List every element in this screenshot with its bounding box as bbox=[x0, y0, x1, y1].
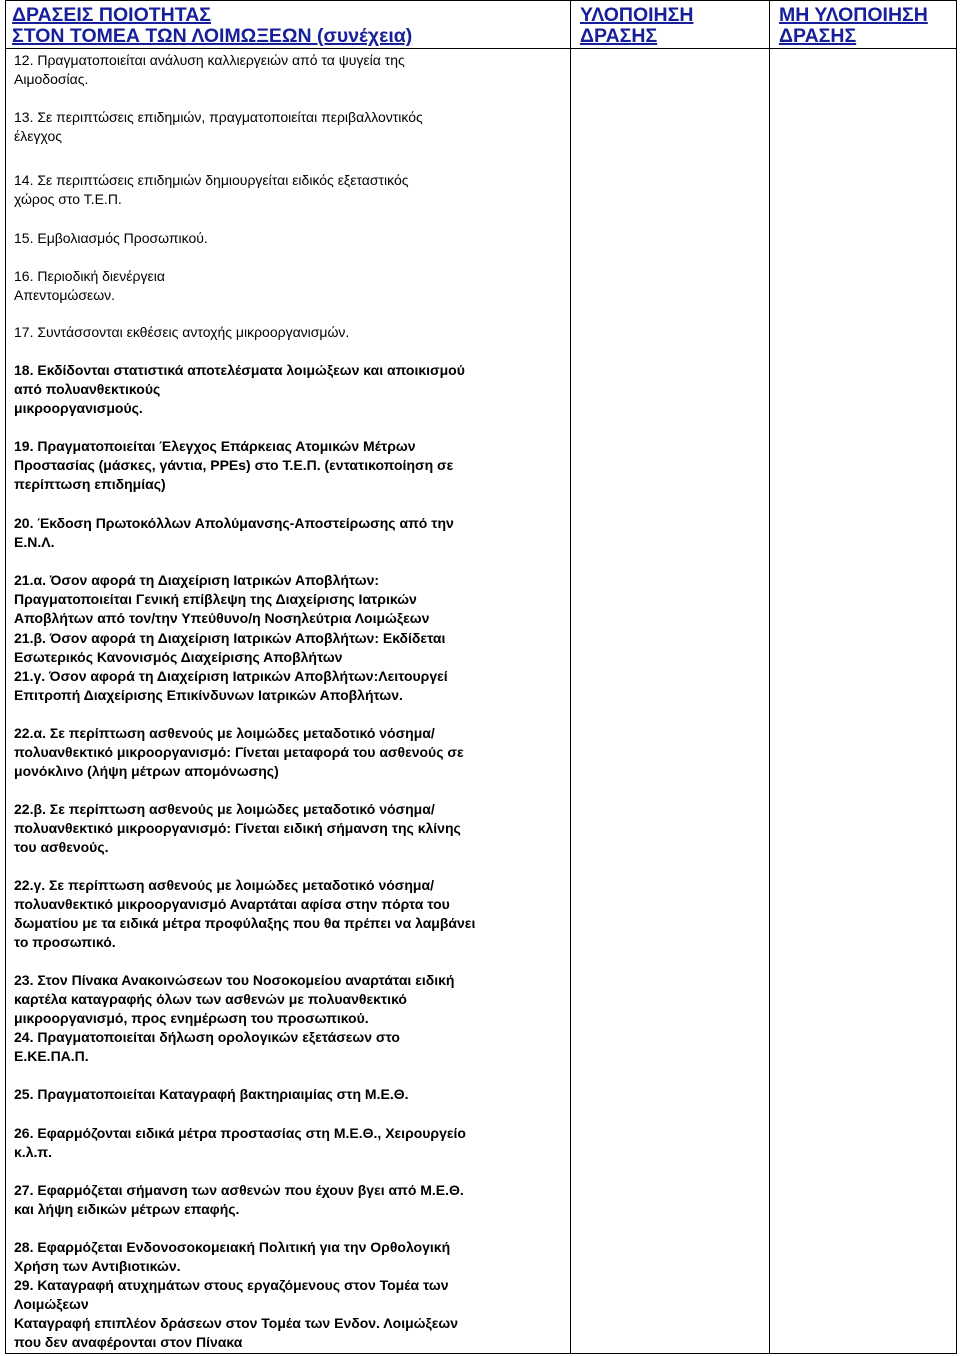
action-item-28: 28. Εφαρμόζεται Ενδονοσοκομειακή Πολιτική για την Ορθολογική Χρήση των Αντιβιοτικών. bbox=[14, 1239, 451, 1274]
action-item-14: 14. Σε περιπτώσεις επιδημιών δημιουργείται ειδικός εξεταστικός χώρος στο Τ.Ε.Π. bbox=[14, 172, 409, 207]
action-item-16: 16. Περιοδική διενέργεια Απεντομώσεων. bbox=[14, 268, 165, 303]
document-page bbox=[5, 0, 956, 1354]
header-implemented-title bbox=[571, 1, 769, 47]
quality-actions-table bbox=[5, 0, 957, 1354]
action-item-12: 12. Πραγματοποιείται ανάλυση καλλιεργειών από τα ψυγεία της Αιμοδοσίας. bbox=[14, 52, 405, 87]
action-item-26: 26. Εφαρμόζονται ειδικά μέτρα προστασίας στη Μ.Ε.Θ., Χειρουργείο κ.λ.π. bbox=[14, 1125, 466, 1160]
action-item-13: 13. Σε περιπτώσεις επιδημιών, πραγματοποιείται περιβαλλοντικός έλεγχος bbox=[14, 109, 423, 144]
header-actions-cell bbox=[6, 1, 571, 49]
action-item-25: 25. Πραγματοποιείται Καταγραφή βακτηριαιμίας στη Μ.Ε.Θ. bbox=[14, 1086, 409, 1102]
not-implemented-column-cell bbox=[770, 49, 957, 1354]
header-not-implemented-line2: ΔΡΑΣΗΣ bbox=[779, 25, 857, 47]
action-item-22b: 22.β. Σε περίπτωση ασθενούς με λοιμώδες μεταδοτικό νόσημα/ πολυανθεκτικό μικροοργανισμό: Γίνεται ειδική σήμανση της κλίνης του ασθενούς. bbox=[14, 801, 461, 855]
action-item-21b: 21.β. Όσον αφορά τη Διαχείριση Ιατρικών Αποβλήτων: Εκδίδεται Εσωτερικός Κανονισμός Διαχείρισης Αποβλήτων bbox=[14, 630, 446, 665]
action-item-21a: 21.α. Όσον αφορά τη Διαχείριση Ιατρικών Αποβλήτων: Πραγματοποιείται Γενική επίβλεψη της Διαχείρισης Ιατρικών Αποβλήτων από τον/την Υπεύθυνο/η Νοσηλεύτρια Λοιμώξεων bbox=[14, 572, 430, 626]
action-item-22c: 22.γ. Σε περίπτωση ασθενούς με λοιμώδες μεταδοτικό νόσημα/ πολυανθεκτικό μικροοργανισμό Αναρτάται αφίσα στην πόρτα του δωματίου με τα ειδικά μέτρα προφύλαξης που θα πρέπει να λαμβάνει το προσωπικό. bbox=[14, 877, 476, 950]
header-actions-title bbox=[6, 1, 570, 47]
action-item-17: 17. Συντάσσονται εκθέσεις αντοχής μικροοργανισμών. bbox=[14, 324, 350, 340]
table-header-row bbox=[6, 1, 957, 49]
action-item-20: 20. Έκδοση Πρωτοκόλλων Απολύμανσης-Αποστείρωσης από την Ε.Ν.Λ. bbox=[14, 515, 454, 550]
header-not-implemented-line1: ΜΗ ΥΛΟΠΟΙΗΣΗ bbox=[779, 4, 928, 26]
header-implemented-cell bbox=[571, 1, 770, 49]
header-not-implemented-title bbox=[770, 1, 956, 47]
action-item-18: 18. Εκδίδονται στατιστικά αποτελέσματα λοιμώξεων και αποικισμού από πολυανθεκτικούς μικροοργανισμούς. bbox=[14, 362, 465, 416]
action-item-15: 15. Εμβολιασμός Προσωπικού. bbox=[14, 230, 208, 246]
table-body-row bbox=[6, 49, 957, 1354]
action-item-extra: Καταγραφή επιπλέον δράσεων στον Τομέα των Ενδον. Λοιμώξεων που δεν αναφέρονται στον Πίνακα bbox=[14, 1315, 458, 1350]
implemented-column-cell bbox=[571, 49, 770, 1354]
header-actions-line2: ΣΤΟΝ ΤΟΜΕΑ ΤΩΝ ΛΟΙΜΩΞΕΩΝ (συνέχεια) bbox=[12, 25, 413, 47]
action-item-27: 27. Εφαρμόζεται σήμανση των ασθενών που έχουν βγει από Μ.Ε.Θ. και λήψη ειδικών μέτρων επαφής. bbox=[14, 1182, 464, 1217]
header-not-implemented-cell bbox=[770, 1, 957, 49]
actions-list-cell bbox=[6, 49, 571, 1354]
action-item-21c: 21.γ. Όσον αφορά τη Διαχείριση Ιατρικών Αποβλήτων:Λειτουργεί Επιτροπή Διαχείρισης Επικίνδυνων Ιατρικών Αποβλήτων. bbox=[14, 668, 448, 703]
action-item-29: 29. Καταγραφή ατυχημάτων στους εργαζόμενους στον Τομέα των Λοιμώξεων bbox=[14, 1277, 449, 1312]
action-item-24: 24. Πραγματοποιείται δήλωση ορολογικών εξετάσεων στο Ε.ΚΕ.ΠΑ.Π. bbox=[14, 1029, 400, 1064]
header-implemented-line2: ΔΡΑΣΗΣ bbox=[580, 25, 658, 47]
action-item-19: 19. Πραγματοποιείται Έλεγχος Επάρκειας Ατομικών Μέτρων Προστασίας (μάσκες, γάντια, PPEs) στο Τ.Ε.Π. (εντατικοποίηση σε περίπτωση επιδημίας) bbox=[14, 438, 454, 492]
header-actions-line1: ΔΡΑΣΕΙΣ ΠΟΙΟΤΗΤΑΣ bbox=[12, 4, 211, 26]
header-implemented-line1: ΥΛΟΠΟΙΗΣΗ bbox=[580, 4, 694, 26]
action-item-23: 23. Στον Πίνακα Ανακοινώσεων του Νοσοκομείου αναρτάται ειδική καρτέλα καταγραφής όλων των ασθενών με πολυανθεκτικό μικροοργανισμό, προς ενημέρωση του προσωπικού. bbox=[14, 972, 455, 1026]
action-item-22a: 22.α. Σε περίπτωση ασθενούς με λοιμώδες μεταδοτικό νόσημα/ πολυανθεκτικό μικροοργανισμό: Γίνεται μεταφορά του ασθενούς σε μονόκλινο (λήψη μέτρων απομόνωσης) bbox=[14, 725, 464, 779]
